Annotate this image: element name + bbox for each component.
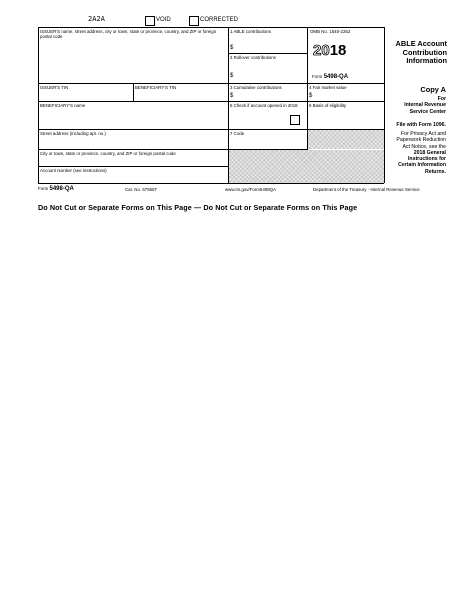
line-box1-bottom [228,53,307,54]
copy-notice-line1: For Privacy Act and [401,131,446,137]
form-title-line1: ABLE Account [395,39,447,48]
box4-input[interactable] [315,91,383,100]
form-title-line3: Information [406,56,447,66]
issuer-name-label: ISSUER'S name, street address, city or town, state or province, country, and ZIP or foreign postal code [40,29,217,39]
form-title-line2: Contribution [402,47,447,57]
form-code: 2A2A [88,15,105,23]
beneficiary-name-field[interactable] [39,109,227,128]
footer-form-prefix: Form [38,186,49,191]
box4-label: 4 Fair market value [309,85,347,90]
box1-input[interactable] [236,36,306,52]
city-label: City or town, state or province, country, and ZIP or foreign postal code [40,151,176,156]
copy-notice-line3: Act Notice, see the [402,143,446,150]
box3-dollar: $ [230,93,234,99]
box7-input[interactable] [230,137,306,148]
copy-for: For [437,96,446,102]
account-number-field[interactable] [39,174,227,182]
account-number-label: Account number (see instructions) [40,168,107,173]
copy-notice-line5: Instructions for [407,156,446,163]
box2-input[interactable] [236,62,306,82]
copy-file-with: File with Form 1096. [396,122,446,128]
issuer-name-field[interactable] [39,42,227,82]
box1-dollar: $ [230,45,234,51]
shaded-area-box7-right [308,130,384,149]
street-address-field[interactable] [39,137,227,148]
footer-url[interactable]: www.irs.gov/Form5498QA [225,187,276,192]
box2-label: 2 Rollover contributions [230,55,276,60]
line-row2 [38,83,384,84]
omb-form-id: 5498-QA [323,74,349,80]
box7-label: 7 Code [230,131,245,136]
footer-form [38,186,74,192]
box5-checkbox[interactable] [290,115,300,125]
form-top-border [38,27,384,28]
copy-notice-line2: Paperwork Reduction [396,137,446,144]
footer-form-number: 5498-QA [49,186,74,192]
box3-label: 3 Cumulative contributions [230,85,282,90]
void-checkbox[interactable] [145,16,155,26]
line-row6 [38,166,228,167]
tax-year [313,43,346,59]
box6-label: 6 Basis of eligibility [309,103,347,108]
beneficiary-name-label: BENEFICIARY'S name [40,103,86,108]
box4-dollar: $ [309,93,313,99]
copy-agency [386,96,446,115]
footer-cat-no: Cat. No. 67555T [125,187,158,192]
omb-number: OMB No. 1545-2262 [310,29,351,34]
omb-form-number [312,74,348,80]
box3-input[interactable] [236,91,306,100]
form-title [385,40,447,66]
copy-notice-line7: Returns. [424,168,446,175]
beneficiary-tin-label: BENEFICIARY'S TIN [135,85,177,90]
copy-heading: Copy A [420,85,446,94]
city-field[interactable] [39,157,227,165]
copy-notice-line6: Certain Information [398,162,446,169]
issuer-tin-label: ISSUER'S TIN [40,85,69,90]
box5-label: 5 Check if account opened in 2018 [230,103,298,108]
footer-department: Department of the Treasury - Internal Revenue Service [313,187,420,192]
tax-year-suffix: 18 [329,42,347,59]
shaded-area-bottom [229,150,384,183]
box6-input[interactable] [309,110,383,128]
copy-agency-line2: Service Center [409,108,446,115]
copy-agency-line1: Internal Revenue [404,102,446,109]
box1-label: 1 ABLE contributions [230,29,271,34]
street-address-label: Street address (including apt. no.) [40,131,106,136]
beneficiary-tin-field[interactable] [134,91,227,100]
form-bottom-border [38,183,384,184]
copy-notice-line4: 2018 General [413,149,446,156]
cut-notice: Do Not Cut or Separate Forms on This Page — Do Not Cut or Separate Forms on This Page [38,203,358,212]
void-label: VOID [156,17,171,23]
omb-form-prefix: Form [312,74,323,79]
corrected-checkbox[interactable] [189,16,199,26]
corrected-label: CORRECTED [200,17,239,23]
tax-year-prefix: 20 [313,42,330,59]
box2-dollar: $ [230,73,234,79]
issuer-tin-field[interactable] [39,91,132,100]
copy-notice [380,131,446,175]
line-row3 [38,101,384,102]
